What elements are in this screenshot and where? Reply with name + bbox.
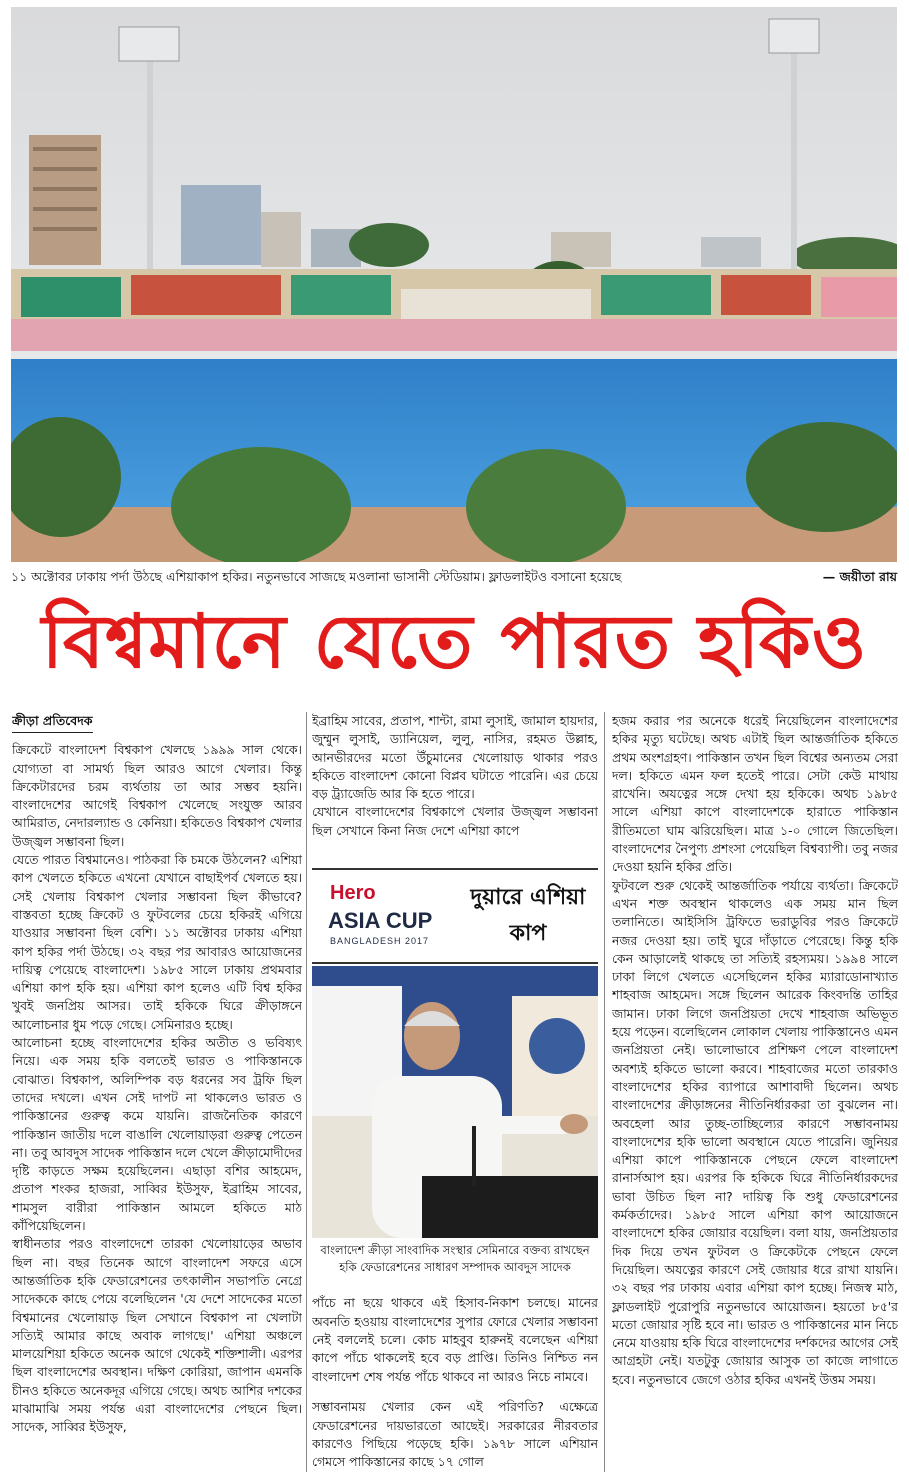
byline: ক্রীড়া প্রতিবেদক: [12, 712, 93, 733]
paragraph: স্বাধীনতার পরও বাংলাদেশে তারকা খেলোয়াড়ের অভাব ছিল না। বছর তিনেক আগে বাংলাদেশ সফরে এসে আন্তর্জাতিক হকি ফেডারেশনের তৎকালীন সভাপতি নেগ্রে সাদেককে কাছে পেয়ে বলেছিলেন 'যে দেশে সাদেকের মতো বিশ্বমানের খেলোয়াড় ছিল সেখানে বিশ্বকাপ না খেলাটা সত্যিই আমার কাছে অবাক লাগছে।' এশিয়া অঞ্চলে মালয়েশিয়া হকিতে অনেক আগে থেকেই শক্তিশালী। এরপর ছিল বাংলাদেশের অবস্থান। দক্ষিণ কোরিয়া, জাপান এমনকি চীনও হকিতে অনেকদূর এগিয়ে গেছে। অথচ আশির দশকের মাঝামাঝি সময় পর্যন্ত এরা বাংলাদেশের পেছনে ছিল। সাদেক, সাব্বির ইউসুফ,: [12, 1236, 302, 1435]
article-column-3: [612, 712, 898, 1472]
seminar-photo: [312, 966, 598, 1238]
paragraph: যেতে পারত বিশ্বমানেও। পাঠকরা কি চমকে উঠলেন? এশিয়া কাপ খেলতে হকিতে এখনো যেখানে বাছাইপর্ব খেলতে হয়। সেই খেলায় বিশ্বকাপ খেলার সম্ভাবনা ছিল কীভাবে? বাস্তবতা হচ্ছে ক্রিকেট ও ফুটবলের চেয়ে হকিরই এগিয়ে যাওয়ার সম্ভাবনা ছিল বেশি। ১১ অক্টোবর ঢাকায় এশিয়া কাপ হকির পর্দা উঠছে। ৩২ বছর পর আবারও আয়োজনের দায়িত্ব পেয়েছে বাংলাদেশ। ১৯৮৫ সালে ঢাকায় প্রথমবার এশিয়া কাপ হকি হয়। এশিয়া কাপ হলেও এটি বিশ্ব হকির খুবই জনপ্রিয় আসর। তাই হকিকে ঘিরে ক্রীড়াঙ্গনে আলোচনার ধুম পড়ে গেছে। সেমিনারও হচ্ছে।: [12, 852, 302, 1032]
photo-credit: — জয়ীতা রায়: [822, 569, 897, 584]
article-column-2-top: [312, 712, 598, 892]
speaker-illustration: [312, 966, 598, 1238]
hero-asia-cup-logo: [312, 874, 452, 958]
asia-cup-banner: [312, 868, 598, 964]
column-divider: [306, 712, 307, 1472]
seminar-photo-caption: বাংলাদেশ ক্রীড়া সাংবাদিক সংস্থার সেমিনারে বক্তব্য রাখছেন হকি ফেডারেশনের সাধারণ সম্পাদক আবদুস সাদেক: [320, 1243, 590, 1274]
article-column-1: [12, 712, 302, 1472]
paragraph: ফুটবলে শুরু থেকেই আন্তর্জাতিক পর্যায়ে ব্যর্থতা। ক্রিকেটে এখন শক্ত অবস্থান থাকলেও এক সময় মান ছিল তলানিতে। আইসিসি ট্রফিতে ভরাডুবির পরও ক্রিকেটে নজর দেওয়া হয়। তাই ঘুরে দাঁড়াতে পেরেছে। কিন্তু হকি কেন আড়ালেই থাকছে তা সত্যিই রহস্যময়। ১৯৯৪ সালে ঢাকা লিগে খেলতে এসেছিলেন হকির ম্যারাডোনাখ্যাত শাহবাজ আহমেদ। সঙ্গে ছিলেন আরেক কিংবদন্তি তাহির জামান। ঢাকা লিগে জনপ্রিয়তা দেখে শাহবাজ অভিভূত হয়ে পড়েন। বলেছিলেন লোকাল খেলায় পাকিস্তানেও এমন জনপ্রিয়তা নেই। ভালোভাবে প্রশিক্ষণ পেলে বাংলাদেশ অবশ্যই হকিতে ভালো করবে। শাহবাজের মতো তারকাও বাংলাদেশের হকির ব্যাপারে আশাবাদী ছিলেন। অথচ বাংলাদেশের ক্রীড়াঙ্গনের নীতিনির্ধারকরা তা বুঝলেন না। অবহেলা আর তুচ্ছ-তাচ্ছিল্যের কারণে সম্ভাবনাময় বাংলাদেশের হকি ভালো অবস্থানে যেতে পারেনি। জুনিয়র এশিয়া কাপে পাকিস্তানকে পেছনে ফেলে বাংলাদেশ রানার্সআপ হয়। এরপর কি হকিকে ঘিরে নীতিনির্ধারকদের ভাবা উচিত ছিল না? দায়িত্ব কি শুধু ফেডারেশনের কর্মকর্তাদের। ১৯৮৫ সালে এশিয়া কাপ আয়োজনে বাংলাদেশে হকির জোয়ার বয়েছিল। বলা যায়, জনপ্রিয়তার দিক দিয়ে তখন ফুটবল ও ক্রিকেটকে পেছনে ফেলে দিয়েছিল। অযত্নের কারণে সেই জোয়ার ধরে রাখা যায়নি। ৩২ বছর পর ঢাকায় এবার এশিয়া কাপ হচ্ছে। নিজস্ব মাঠ, ফ্লাডলাইট পুরোপুরি নতুনভাবে আয়োজন। হয়তো ৮৫'র মতো জোয়ার সৃষ্টি হবে না। ভারত ও পাকিস্তানের মান নিচে নেমে যাওয়ায় হকি ঘিরে বাংলাদেশের দর্শকদের আগের সেই আগ্রহটা নেই। যতটুকু জোয়ার আসুক তা কাজে লাগাতে হবে। নতুনভাবে জেগে ওঠার হকির এখনই উত্তম সময়।: [612, 877, 898, 1387]
photo-caption-row: [11, 566, 897, 588]
paragraph: পাঁচে না ছয়ে থাকবে এই হিসাব-নিকাশ চলছে। মানের অবনতি হওয়ায় বাংলাদেশের সুপার ফোরে খেলার সম্ভাবনা নেই বললেই চলে। কোচ মাহবুব হারুনই বলেছেন এশিয়া কাপে পাঁচে থাকলেই হবে বড় প্রাপ্তি। তিনিও নিশ্চিত নন বাংলাদেশ শেষ পর্যন্ত পাঁচে থাকবে না আরও নিচে নামবে।: [312, 1295, 598, 1384]
banner-title: দুয়ারে এশিয়া কাপ: [470, 885, 586, 946]
photo-caption: ১১ অক্টোবর ঢাকায় পর্দা উঠছে এশিয়াকাপ হকির। নতুনভাবে সাজছে মওলানা ভাসানী স্টেডিয়াম। ফ্লাডলাইটও বসানো হয়েছে: [11, 569, 622, 584]
paragraph: সম্ভাবনাময় খেলার কেন এই পরিণতি? এক্ষেত্রে ফেডারেশনের দায়ভারতো আছেই। সরকারের নীরবতার কারণেও পিছিয়ে পড়েছে হকি। ১৯৭৮ সালে এশিয়ান গেমসে পাকিস্তানের কাছে ১৭ গোল: [312, 1399, 598, 1470]
stadium-photo: [11, 7, 897, 562]
headline: বিশ্বমানে যেতে পারত হকিও: [41, 599, 868, 685]
logo-event: ASIA CUP: [328, 908, 433, 933]
paragraph: ইব্রাহিম সাবের, প্রতাপ, শান্টা, রামা লুসাই, জামাল হায়দার, জুম্মুন লুসাই, ড্যানিয়েল, লুলু, নাসির, রহমত উল্লাহ, আনভীরদের মতো উঁচুমানের খেলোয়াড় থাকার পরও হকিতে বাংলাদেশ কোনো বিপ্লব ঘটাতে পারেনি। এর চেয়ে বড় ট্র্যাজেডি আর কি হতে পারে।: [312, 713, 598, 802]
logo-brand: Hero: [330, 882, 376, 904]
paragraph: হজম করার পর অনেকে ধরেই নিয়েছিলেন বাংলাদেশের হকির মৃত্যু ঘটেছে। অথচ এটাই ছিল আন্তর্জাতিক হকিতে প্রথম অংশগ্রহণ। পাকিস্তান তখন ছিল বিশ্বের অন্যতম সেরা দল। হকিতে এমন ফল হতেই পারে। সেটা কেউ মাথায় রাখেনি। অযত্নের সঙ্গে দেখা হয় হকিকে। অথচ ১৯৮৫ সালে এশিয়া কাপে বাংলাদেশকে হারাতে পাকিস্তান রীতিমতো ঘাম ঝরিয়েছিল। মাত্র ১-০ গোলে জিতেছিল। বাংলাদেশের নৈপুণ্য প্রশংসা পেয়েছিল বিশ্বব্যাপী। তবু নজর দেওয়া হয়নি হকির প্রতি।: [612, 713, 898, 875]
paragraph: আলোচনা হচ্ছে বাংলাদেশের হকির অতীত ও ভবিষ্যৎ নিয়ে। এক সময় হকি বলতেই ভারত ও পাকিস্তানকে বোঝাত। বিশ্বকাপ, অলিম্পিক বড় ধরনের সব ট্রফি ছিল তাদের দখলে। এখন সেই দাপট না থাকলেও ভারত ও পাকিস্তানের গুরুত্ব কমে যায়নি। রাজনৈতিক কারণে পাকিস্তান জাতীয় দলে বাঙালি খেলোয়াড়রা গুরুত্ব পেতেন না। তবু আবদুস সাদেক পাকিস্তান দলে খেলে ক্রীড়ামোদীদের দৃষ্টি কাড়তে সক্ষম হয়েছিলেন। এছাড়া বশির আহমেদ, প্রতাপ শংকর হাজরা, সাব্বির ইউসুফ, ইব্রাহিম সাবের, শামসুল বারীরা পাকিস্তান আমলে হকিতে মাঠ কাঁপিয়েছিলেন।: [12, 1035, 302, 1234]
logo-sub: BANGLADESH 2017: [330, 936, 430, 946]
paragraph: ক্রিকেটে বাংলাদেশ বিশ্বকাপ খেলছে ১৯৯৯ সাল থেকে। যোগ্যতা বা সামর্থ্য ছিল আরও আগে খেলার। কিন্তু ক্রিকেটারদের চরম ব্যর্থতায় তা আর সম্ভব হয়নি। বাংলাদেশের আগেই বিশ্বকাপ খেলেছে সংযুক্ত আরব আমিরাত, নেদারল্যান্ড ও কেনিয়া। হকিতেও বিশ্বকাপ খেলার উজ্জ্বল সম্ভাবনা ছিল।: [12, 742, 302, 849]
stadium-illustration: [11, 7, 897, 562]
paragraph: যেখানে বাংলাদেশের বিশ্বকাপে খেলার উজ্জ্বল সম্ভাবনা ছিল সেখানে কিনা নিজ দেশে এশিয়া কাপে: [312, 804, 598, 838]
column-divider: [604, 712, 605, 1472]
article-column-2-bottom: [312, 1282, 598, 1472]
